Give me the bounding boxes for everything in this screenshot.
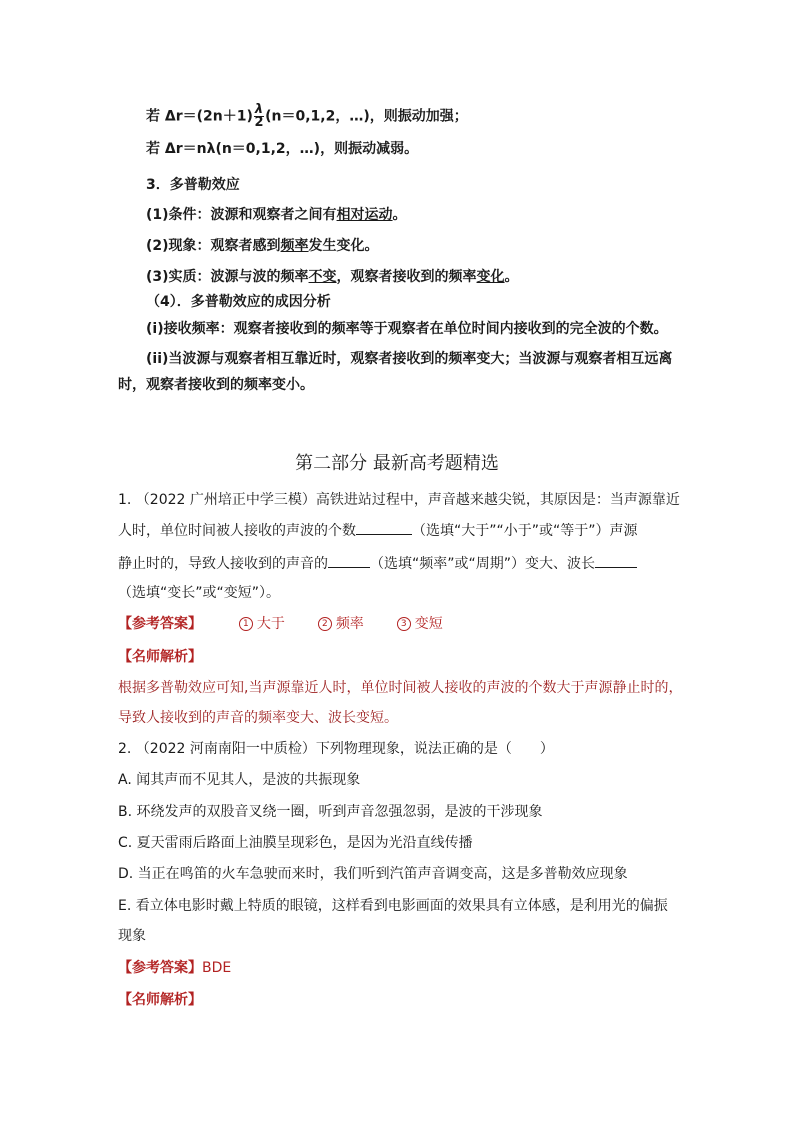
q2-analysis-label: 【名师解析】 <box>118 992 202 1008</box>
cause-item-ii-line1: (ii)当波源与观察者相互靠近时，观察者接收到的频率变大；当波源与观察者相互远离 <box>146 351 673 367</box>
text-span: (2)现象：观察者感到 <box>146 238 281 254</box>
text-span: 人时，单位时间被人接收的声波的个数 <box>118 523 356 539</box>
doppler-condition <box>146 205 407 225</box>
q1-answer-1 <box>239 616 285 632</box>
circled-number: 1 <box>239 617 253 631</box>
text-span: (3)实质：波源与波的频率 <box>146 269 309 285</box>
q2-stem: 2. （2022 河南南阳一中质检）下列物理现象，说法正确的是（ ） <box>118 741 554 757</box>
q1-answer-3 <box>397 616 443 632</box>
heading-doppler-cause: （4）．多普勒效应的成因分析 <box>146 294 331 310</box>
q2-option-d: D. 当正在鸣笛的火车急驶而来时，我们听到汽笛声音调变高，这是多普勒效应现象 <box>118 866 628 882</box>
fraction-denominator: 2 <box>254 115 264 130</box>
circled-number: 2 <box>318 617 332 631</box>
answer-blank-1[interactable] <box>356 520 412 535</box>
answer-text: 变短 <box>414 616 443 632</box>
text-span: 。 <box>504 269 519 285</box>
heading-doppler: 3．多普勒效应 <box>146 177 240 193</box>
q1-stem-line2 <box>118 520 638 541</box>
formula-suffix: (n＝0,1,2，…)，则振动加强； <box>265 108 468 125</box>
circled-number: 3 <box>397 617 411 631</box>
doppler-essence <box>146 267 519 287</box>
answer-text: 大于 <box>256 616 285 632</box>
text-span: ，观察者接收到的频率 <box>336 269 477 285</box>
q1-analysis-label: 【名师解析】 <box>118 649 202 665</box>
underlined-term: 变化 <box>476 269 505 285</box>
q1-stem-line4: （选填“变长”或“变短”）。 <box>118 585 281 601</box>
text-span: 发生变化。 <box>308 238 379 254</box>
q1-answer-row <box>118 614 443 634</box>
q1-stem-line1: 1. （2022 广州培正中学三模）高铁进站过程中，声音越来越尖锐，其原因是：当声源靠近 <box>118 492 680 508</box>
constructive-condition <box>146 104 468 129</box>
q2-answer-row <box>118 958 231 978</box>
text-span: （选填“频率”或“周期”）变大、波长 <box>370 556 596 572</box>
destructive-condition: 若 Δr＝nλ(n＝0,1,2，…)，则振动减弱。 <box>146 141 419 157</box>
cause-item-i: (i)接收频率：观察者接收到的频率等于观察者在单位时间内接收到的完全波的个数。 <box>146 321 668 337</box>
part2-title: 第二部分 最新高考题精选 <box>295 453 499 474</box>
fraction-numerator: λ <box>254 102 264 117</box>
q2-option-a: A. 闻其声而不见其人，是波的共振现象 <box>118 772 361 788</box>
q1-analysis-line1: 根据多普勒效应可知,当声源靠近人时，单位时间被人接收的声波的个数大于声源静止时的， <box>118 680 683 696</box>
formula-prefix: 若 Δr＝(2n＋1) <box>146 108 253 125</box>
q2-option-e-line2: 现象 <box>118 928 146 944</box>
reference-answer-label: 【参考答案】 <box>118 960 202 976</box>
text-span: 静止时的，导致人接收到的声音的 <box>118 556 328 572</box>
text-span: (1)条件：波源和观察者之间有 <box>146 207 337 223</box>
answer-text: 频率 <box>335 616 364 632</box>
q2-answer: BDE <box>202 960 232 976</box>
answer-blank-2[interactable] <box>328 553 370 568</box>
text-span: （选填“大于”“小于”或“等于”）声源 <box>412 523 638 539</box>
q2-option-c: C. 夏天雷雨后路面上油膜呈现彩色，是因为光沿直线传播 <box>118 835 473 851</box>
cause-item-ii-line2: 时，观察者接收到的频率变小。 <box>118 377 314 393</box>
answer-blank-3[interactable] <box>595 553 637 568</box>
q1-answer-2 <box>318 616 364 632</box>
text-span: 。 <box>392 207 407 223</box>
q1-analysis-line2: 导致人接收到的声音的频率变大、波长变短。 <box>118 710 398 726</box>
q1-stem-line3 <box>118 553 637 574</box>
underlined-term: 相对运动 <box>336 207 393 223</box>
underlined-term: 不变 <box>308 269 337 285</box>
reference-answer-label: 【参考答案】 <box>118 616 202 632</box>
doppler-phenomenon <box>146 236 379 256</box>
q2-option-e: E. 看立体电影时戴上特质的眼镜，这样看到电影画面的效果具有立体感，是利用光的偏振 <box>118 898 668 914</box>
lambda-over-2-fraction <box>254 104 264 129</box>
q2-option-b: B. 环绕发声的双股音叉绕一圈，听到声音忽强忽弱，是波的干涉现象 <box>118 804 543 820</box>
underlined-term: 频率 <box>280 238 309 254</box>
